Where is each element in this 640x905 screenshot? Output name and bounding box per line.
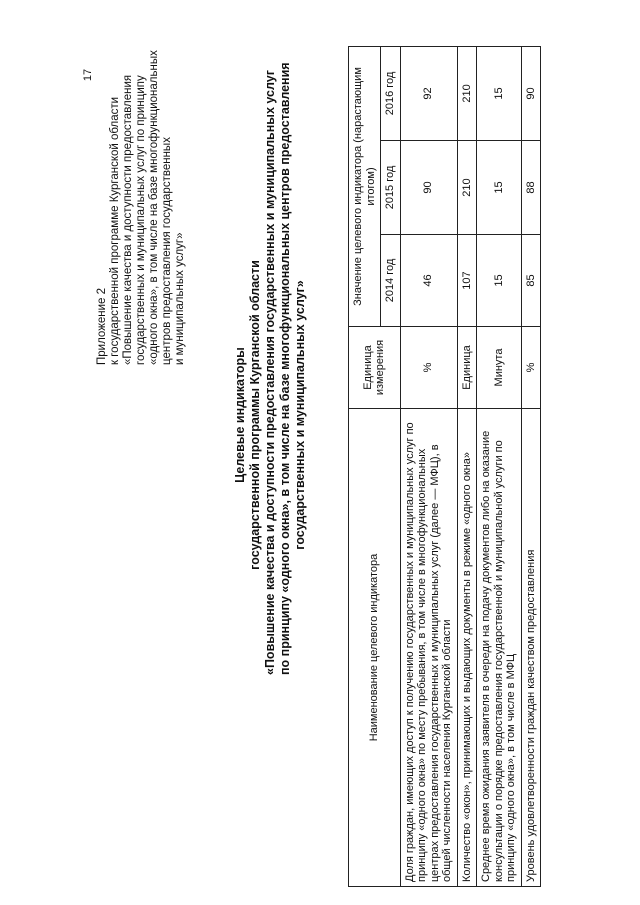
indicator-value-2015: 210 bbox=[457, 141, 477, 235]
title-line: Целевые индикаторы bbox=[233, 347, 247, 483]
document-title bbox=[233, 62, 308, 675]
appendix-line: «одного окна», в том числе на базе многофункциональных bbox=[148, 50, 160, 365]
appendix-line: Приложение 2 bbox=[96, 287, 108, 365]
title-line: государственных и муниципальных услуг» bbox=[293, 280, 307, 550]
indicator-unit: Минута bbox=[477, 327, 522, 409]
indicator-unit: % bbox=[521, 327, 541, 409]
title-line: «Повышение качества и доступности предоставления государственных и муниципальных услуг bbox=[263, 70, 277, 675]
column-header-year: 2016 год bbox=[381, 46, 401, 140]
table-row bbox=[400, 46, 457, 886]
indicator-name: Среднее время ожидания заявителя в очереди на подачу документов либо на оказание консультации о порядке предоставления государственной и муниципальной услуги по принципу «одного окна», в том числе в МФЦ bbox=[477, 409, 522, 887]
appendix-line: к государственной программе Курганской области bbox=[109, 96, 121, 365]
indicator-value-2014: 15 bbox=[477, 235, 522, 327]
column-header-values: Значение целевого индикатора (нарастающим итогом) bbox=[349, 46, 381, 326]
table-row bbox=[477, 46, 522, 886]
indicator-value-2016: 210 bbox=[457, 46, 477, 140]
indicator-value-2016: 92 bbox=[400, 46, 457, 140]
table-row bbox=[521, 46, 541, 886]
table-row bbox=[457, 46, 477, 886]
table-header-row bbox=[349, 46, 381, 886]
column-header-year: 2015 год bbox=[381, 141, 401, 235]
indicator-value-2015: 90 bbox=[400, 141, 457, 235]
appendix-line: и муниципальных услуг» bbox=[174, 232, 186, 365]
indicator-name: Уровень удовлетворенности граждан качеством предоставления bbox=[521, 409, 541, 887]
indicator-value-2014: 85 bbox=[521, 235, 541, 327]
column-header-name: Наименование целевого индикатора bbox=[349, 409, 401, 887]
indicator-value-2015: 88 bbox=[521, 141, 541, 235]
indicator-name: Доля граждан, имеющих доступ к получению государственных и муниципальных услуг по принципу «одного окна» по месту пребывания, в том числе в многофункциональных центрах предоставления государственных и муниципальных услуг (далее — МФЦ), в общей численности населения Курганской области bbox=[400, 409, 457, 887]
column-header-year: 2014 год bbox=[381, 235, 401, 327]
indicator-value-2016: 15 bbox=[477, 46, 522, 140]
title-line: государственной программы Курганской области bbox=[248, 260, 262, 570]
title-line: по принципу «одного окна», в том числе на базе многофункциональных центров предоставления bbox=[278, 62, 292, 675]
column-header-unit: Единица измерения bbox=[349, 327, 401, 409]
appendix-line: «Повышение качества и доступности предоставления bbox=[122, 74, 134, 365]
indicator-unit: % bbox=[400, 327, 457, 409]
indicators-table bbox=[348, 46, 541, 887]
indicator-unit: Единица bbox=[457, 327, 477, 409]
indicator-value-2015: 15 bbox=[477, 141, 522, 235]
indicator-value-2014: 107 bbox=[457, 235, 477, 327]
page-number: 17 bbox=[82, 68, 94, 82]
indicator-value-2016: 90 bbox=[521, 46, 541, 140]
appendix-block bbox=[96, 45, 187, 365]
indicator-name: Количество «окон», принимающих и выдающих документы в режиме «одного окна» bbox=[457, 409, 477, 887]
appendix-line: центров предоставления государственных bbox=[161, 137, 173, 365]
appendix-line: государственных и муниципальных услуг по принципу bbox=[135, 75, 147, 365]
indicator-value-2014: 46 bbox=[400, 235, 457, 327]
